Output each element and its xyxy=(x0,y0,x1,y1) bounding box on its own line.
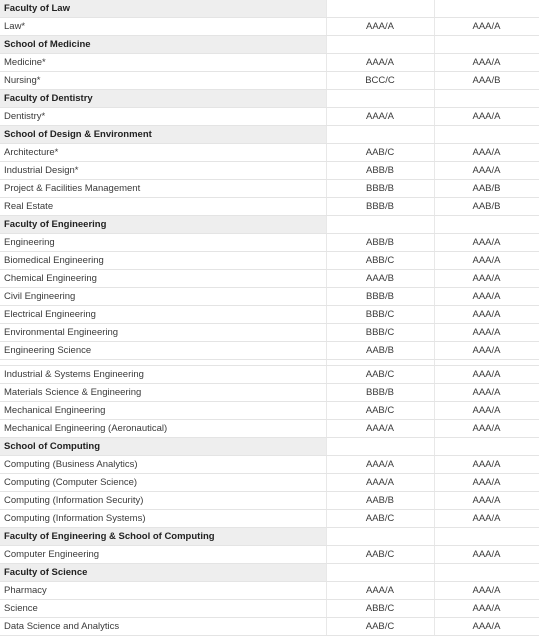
course-name: Environmental Engineering xyxy=(0,324,326,342)
grade-a: ABB/B xyxy=(326,162,434,180)
grade-b: AAB/B xyxy=(434,198,539,216)
table-row xyxy=(0,510,539,528)
grade-b: AAA/A xyxy=(434,402,539,420)
grade-a: ABB/C xyxy=(326,600,434,618)
table-row xyxy=(0,546,539,564)
grade-b: AAA/A xyxy=(434,618,539,636)
section-blank-cell xyxy=(326,564,434,582)
course-name: Electrical Engineering xyxy=(0,306,326,324)
table-row xyxy=(0,270,539,288)
course-name: Engineering Science xyxy=(0,342,326,360)
table-row xyxy=(0,342,539,360)
section-blank-cell xyxy=(434,126,539,144)
grade-b: AAA/A xyxy=(434,546,539,564)
course-name: Computing (Computer Science) xyxy=(0,474,326,492)
table-row xyxy=(0,306,539,324)
table-row xyxy=(0,18,539,36)
section-header-row xyxy=(0,528,539,546)
section-blank-cell xyxy=(326,90,434,108)
grade-a: AAA/A xyxy=(326,18,434,36)
course-name: Engineering xyxy=(0,234,326,252)
section-header-row xyxy=(0,36,539,54)
section-title: Faculty of Science xyxy=(0,564,326,582)
section-title: Faculty of Engineering xyxy=(0,216,326,234)
course-name: Law* xyxy=(0,18,326,36)
section-title: Faculty of Law xyxy=(0,0,326,18)
section-blank-cell xyxy=(326,36,434,54)
section-blank-cell xyxy=(326,0,434,18)
grade-b: AAA/A xyxy=(434,162,539,180)
grade-b: AAA/A xyxy=(434,324,539,342)
course-name: Industrial & Systems Engineering xyxy=(0,366,326,384)
grade-a: AAA/A xyxy=(326,474,434,492)
section-blank-cell xyxy=(326,216,434,234)
course-name: Computing (Information Systems) xyxy=(0,510,326,528)
table-row xyxy=(0,198,539,216)
course-name: Medicine* xyxy=(0,54,326,72)
grade-a: AAA/B xyxy=(326,270,434,288)
section-blank-cell xyxy=(434,438,539,456)
course-name: Computer Engineering xyxy=(0,546,326,564)
table-row xyxy=(0,474,539,492)
table-row xyxy=(0,384,539,402)
course-name: Real Estate xyxy=(0,198,326,216)
grade-a: AAB/C xyxy=(326,366,434,384)
table-row xyxy=(0,366,539,384)
grade-b: AAA/A xyxy=(434,456,539,474)
grade-a: AAB/C xyxy=(326,510,434,528)
course-name: Pharmacy xyxy=(0,582,326,600)
section-blank-cell xyxy=(434,564,539,582)
grade-b: AAA/A xyxy=(434,288,539,306)
table-row xyxy=(0,234,539,252)
section-blank-cell xyxy=(434,90,539,108)
section-title: School of Computing xyxy=(0,438,326,456)
table-row xyxy=(0,162,539,180)
grade-a: BBB/B xyxy=(326,180,434,198)
section-header-row xyxy=(0,564,539,582)
grade-b: AAA/A xyxy=(434,366,539,384)
section-blank-cell xyxy=(326,528,434,546)
course-name: Biomedical Engineering xyxy=(0,252,326,270)
grade-a: ABB/B xyxy=(326,234,434,252)
table-row xyxy=(0,456,539,474)
grade-b: AAB/B xyxy=(434,180,539,198)
table-row xyxy=(0,252,539,270)
table-row xyxy=(0,108,539,126)
grade-b: AAA/B xyxy=(434,72,539,90)
section-header-row xyxy=(0,126,539,144)
grade-a: AAA/A xyxy=(326,456,434,474)
section-title: School of Design & Environment xyxy=(0,126,326,144)
grade-b: AAA/A xyxy=(434,234,539,252)
grade-b: AAA/A xyxy=(434,600,539,618)
grade-a: BCC/C xyxy=(326,72,434,90)
course-name: Science xyxy=(0,600,326,618)
table-row xyxy=(0,144,539,162)
section-blank-cell xyxy=(326,126,434,144)
course-name: Data Science and Analytics xyxy=(0,618,326,636)
grade-b: AAA/A xyxy=(434,252,539,270)
grade-b: AAA/A xyxy=(434,474,539,492)
table-row xyxy=(0,72,539,90)
section-blank-cell xyxy=(326,438,434,456)
grade-b: AAA/A xyxy=(434,582,539,600)
course-name: Mechanical Engineering xyxy=(0,402,326,420)
grade-b: AAA/A xyxy=(434,306,539,324)
section-blank-cell xyxy=(434,528,539,546)
grade-a: AAB/C xyxy=(326,402,434,420)
course-name: Materials Science & Engineering xyxy=(0,384,326,402)
grade-a: AAB/C xyxy=(326,546,434,564)
course-name: Chemical Engineering xyxy=(0,270,326,288)
section-blank-cell xyxy=(434,36,539,54)
section-header-row xyxy=(0,216,539,234)
table-row xyxy=(0,582,539,600)
grade-b: AAA/A xyxy=(434,492,539,510)
grade-a: BBB/B xyxy=(326,384,434,402)
table-row xyxy=(0,492,539,510)
grade-b: AAA/A xyxy=(434,54,539,72)
grade-a: AAB/C xyxy=(326,144,434,162)
grade-b: AAA/A xyxy=(434,510,539,528)
grade-a: BBB/B xyxy=(326,288,434,306)
section-blank-cell xyxy=(434,0,539,18)
section-blank-cell xyxy=(434,216,539,234)
grade-a: AAA/A xyxy=(326,420,434,438)
course-name: Computing (Information Security) xyxy=(0,492,326,510)
section-header-row xyxy=(0,90,539,108)
course-name: Dentistry* xyxy=(0,108,326,126)
grade-a: AAB/B xyxy=(326,492,434,510)
grade-a: BBB/C xyxy=(326,306,434,324)
grade-b: AAA/A xyxy=(434,384,539,402)
table-row xyxy=(0,288,539,306)
table-row xyxy=(0,180,539,198)
table-row xyxy=(0,324,539,342)
grade-a: ABB/C xyxy=(326,252,434,270)
section-header-row xyxy=(0,438,539,456)
course-name: Mechanical Engineering (Aeronautical) xyxy=(0,420,326,438)
grade-a: AAA/A xyxy=(326,54,434,72)
table-row xyxy=(0,600,539,618)
course-name: Architecture* xyxy=(0,144,326,162)
grade-b: AAA/A xyxy=(434,108,539,126)
table-row xyxy=(0,54,539,72)
course-name: Civil Engineering xyxy=(0,288,326,306)
grade-b: AAA/A xyxy=(434,144,539,162)
grade-a: AAA/A xyxy=(326,108,434,126)
grade-a: AAB/B xyxy=(326,342,434,360)
grade-b: AAA/A xyxy=(434,270,539,288)
section-title: Faculty of Dentistry xyxy=(0,90,326,108)
course-name: Computing (Business Analytics) xyxy=(0,456,326,474)
section-header-row xyxy=(0,0,539,18)
table-row xyxy=(0,618,539,636)
grade-b: AAA/A xyxy=(434,18,539,36)
grade-a: BBB/C xyxy=(326,324,434,342)
grade-a: BBB/B xyxy=(326,198,434,216)
course-name: Project & Facilities Management xyxy=(0,180,326,198)
table-row xyxy=(0,402,539,420)
table-row xyxy=(0,420,539,438)
grade-a: AAB/C xyxy=(326,618,434,636)
grade-b: AAA/A xyxy=(434,420,539,438)
section-title: Faculty of Engineering & School of Computing xyxy=(0,528,326,546)
section-title: School of Medicine xyxy=(0,36,326,54)
course-name: Nursing* xyxy=(0,72,326,90)
course-name: Industrial Design* xyxy=(0,162,326,180)
grade-b: AAA/A xyxy=(434,342,539,360)
grade-a: AAA/A xyxy=(326,582,434,600)
